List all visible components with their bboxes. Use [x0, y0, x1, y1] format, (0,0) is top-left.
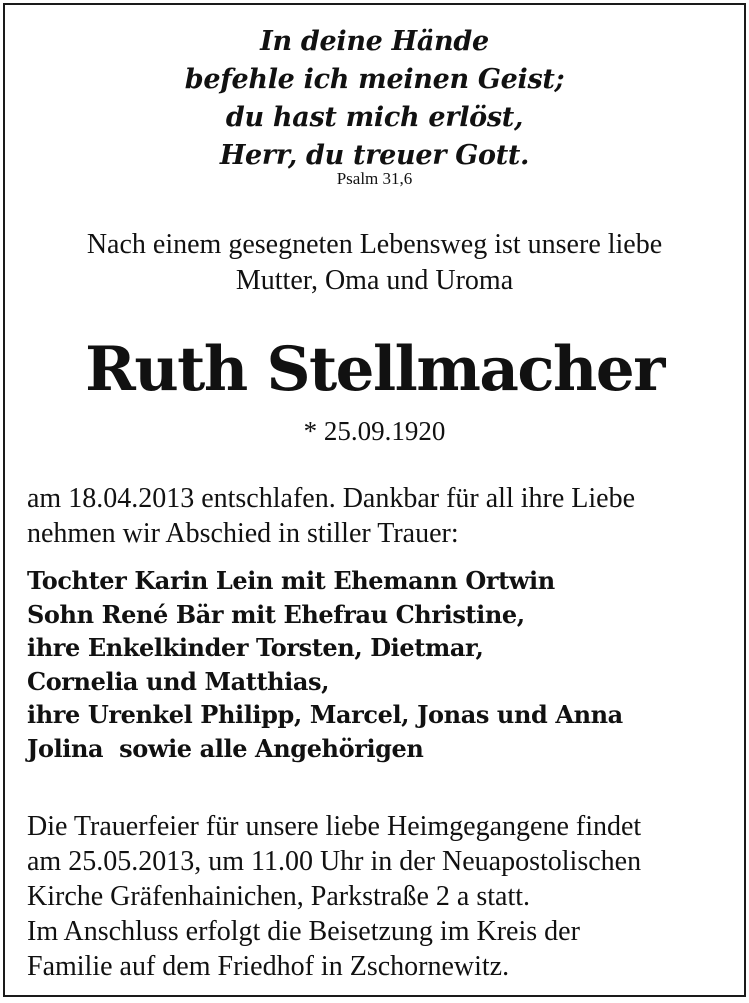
- obituary-notice: [3, 3, 746, 997]
- birth-date: * 25.09.1920: [303, 416, 446, 446]
- funeral-details: [27, 809, 732, 984]
- intro-line: Mutter, Oma und Uroma: [235, 265, 514, 296]
- verse-line: In deine Hände: [260, 26, 489, 57]
- death-announcement: [27, 481, 727, 551]
- mourners-list: [27, 564, 737, 765]
- verse-line: Herr, du treuer Gott.: [219, 140, 530, 171]
- mourner-line: Tochter Karin Lein mit Ehemann Ortwin: [27, 566, 555, 595]
- intro-text: [5, 227, 744, 299]
- mourner-line: Jolina sowie alle Angehörigen: [27, 733, 424, 763]
- verse-line: du hast mich erlöst,: [225, 102, 524, 133]
- death-line: am 18.04.2013 entschlafen. Dankbar für all ihre Liebe: [27, 483, 636, 514]
- funeral-line: Im Anschluss erfolgt die Beisetzung im Kreis der: [27, 916, 580, 947]
- mourner-line: Cornelia und Matthias,: [27, 666, 330, 696]
- funeral-line: Familie auf dem Friedhof in Zschornewitz.: [27, 951, 510, 982]
- verse-line: befehle ich meinen Geist;: [184, 64, 565, 95]
- funeral-line: Die Trauerfeier für unsere liebe Heimgegangene findet: [27, 811, 642, 842]
- verse-reference: Psalm 31,6: [336, 169, 413, 188]
- mourner-line: Sohn René Bär mit Ehefrau Christine,: [27, 599, 525, 629]
- funeral-line: am 25.05.2013, um 11.00 Uhr in der Neuapostolischen: [27, 846, 642, 877]
- mourner-line: ihre Urenkel Philipp, Marcel, Jonas und Anna: [27, 700, 623, 729]
- bible-verse: [5, 23, 744, 175]
- deceased-name: Ruth Stellmacher: [85, 334, 664, 405]
- mourner-line: ihre Enkelkinder Torsten, Dietmar,: [27, 633, 484, 662]
- intro-line: Nach einem gesegneten Lebensweg ist unsere liebe: [86, 229, 663, 260]
- death-line: nehmen wir Abschied in stiller Trauer:: [27, 518, 459, 549]
- funeral-line: Kirche Gräfenhainichen, Parkstraße 2 a statt.: [27, 881, 531, 912]
